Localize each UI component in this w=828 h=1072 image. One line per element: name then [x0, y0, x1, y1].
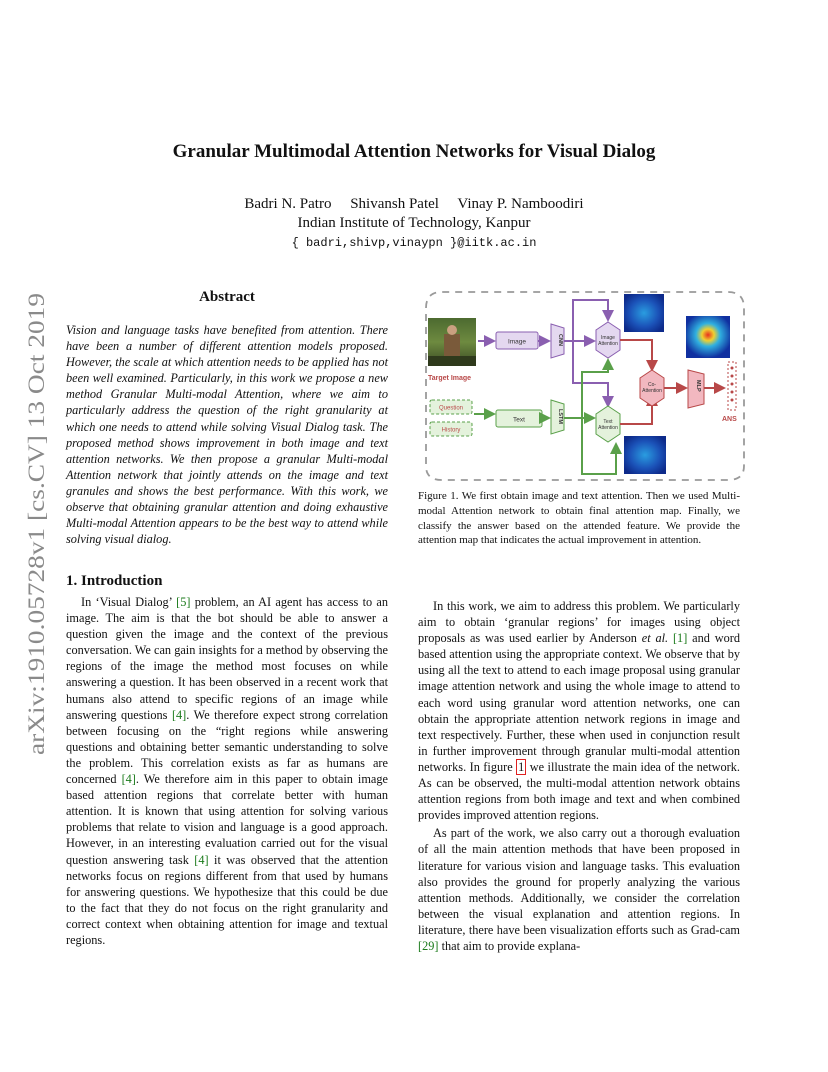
co-attention-heatmap [686, 316, 730, 358]
text-attention-heatmap [624, 436, 666, 474]
abstract-heading: Abstract [199, 289, 255, 305]
text-run: In ‘Visual Dialog’ [81, 595, 177, 609]
citation-link[interactable]: [4] [121, 772, 136, 787]
intro-paragraph-1 [66, 594, 388, 948]
text-run: that aim to provide explana- [438, 938, 581, 953]
citation-link[interactable]: [5] [176, 595, 191, 609]
citation-link[interactable]: [4] [194, 852, 209, 867]
section-heading-introduction: 1. Introduction [66, 573, 163, 589]
question-label: Question [438, 405, 464, 412]
intro-left-column [66, 594, 388, 948]
intro-right-column [418, 598, 740, 954]
co-attention-label-1: Co- [647, 382, 657, 388]
figure-caption: Figure 1. We first obtain image and text attention. Then we used Multi-modal Attention network to obtain final attention map. Finally, we classify the answer based on the attended feature. We provide the attention map that indicates the actual improvement in attention. [418, 490, 740, 547]
et-al: et al. [641, 631, 669, 646]
arxiv-stamp-svg [8, 290, 58, 760]
mlp-label: MLP [695, 380, 701, 392]
abstract-text: Vision and language tasks have benefited from attention. There have been a number of different attention models proposed. However, the scale at which attention needs to be applied has not been well examined. Particularly, in this work we propose a new method Granular Multi-modal Attention, where we aim to particularly address the question of the right granularity at which one needs to attend while solving Visual Dialog task. The proposed method shows improvement in both image and text attention networks. We then propose a granular Multi-modal Attention network that jointly attends on the image and text granules and shows the best performance. With this work, we observe that obtaining granular attention and doing exhaustive Multi-modal Attention appears to be the best way to attend while solving visual dialog. [66, 323, 388, 547]
image-attention-label-1: Image [601, 335, 615, 341]
lstm-label: LSTM [557, 409, 563, 424]
history-label: History [441, 427, 461, 434]
text-run: and word based attention using the appropriate context. We observe that by using all the text to attend to each image proposal using granular image attention network and using the whole image to attend to each word using granular word attention networks, one can obtain the appropriate attention network regions in image and text respectively. Further, these when used in conjunction result in further improvement through granular multi-modal attention networks. In figure [418, 631, 741, 774]
intro-paragraph-3 [418, 825, 740, 954]
paper-title: Granular Multimodal Attention Networks for Visual Dialog [172, 141, 656, 162]
cnn-label: CNN [557, 334, 563, 346]
text-attention-label-1: Text [603, 419, 613, 425]
authors: Badri N. Patro Shivansh Patel Vinay P. Namboodiri [244, 196, 584, 212]
target-image-label: Target Image [428, 375, 472, 382]
citation-link[interactable]: [1] [672, 631, 688, 646]
text-run: As part of the work, we also carry out a thorough evaluation of all the main attention methods that have been proposed in literature for various vision and language tasks. This evaluation also provides the ground for properly analyzing the various attention methods. Additionally, we consider the correlation between the visual explanation and attention regions. In literature, there have been visualization efforts such as Grad-cam [418, 826, 740, 937]
image-attention-label-2: Attention [598, 341, 618, 347]
text-attention-label-2: Attention [598, 425, 618, 431]
text-run: we illustrate the main idea of the network. As can be observed, the multi-modal attention network obtains attention regions from both image and text and when combined provides improved attention regions. [418, 759, 741, 823]
affiliation: Indian Institute of Technology, Kanpur [297, 215, 531, 231]
text-run: . We therefore aim in this paper to obtain image based attention regions that correlate better with human attention. It is known that using attention for solving various problems that relate to vision and language is a good approach. However, in an interesting evaluation carried out for the visual question answering task [66, 772, 388, 867]
figure-1-diagram [418, 288, 752, 484]
text-run: it was observed that the attention networks focus on regions different from that used by humans for answering questions. We hypothesize that this could be due to the fact that they do not focus on the right granularity and correct context when obtaining attention for image and textual regions. [66, 852, 388, 947]
text-run: In this work, we aim to address this problem. We particularly aim to obtain ‘granular regions’ for images using object proposals as was used earlier by Anderson [418, 599, 740, 646]
text-run: problem, an AI agent has access to an image. The aim is that the bot should be able to answer a question given the image and the context of the previous conversation. We can gain insights for a method by observing the regions of the image the method most focuses on while answering a question. It has been observed in a recent work that humans also attend to specific regions of an image while answering questions [66, 595, 388, 722]
email[interactable]: { badri,shivp,vinaypn }@iitk.ac.in [291, 236, 537, 250]
citation-link[interactable]: [4] [171, 707, 187, 722]
arxiv-stamp [8, 290, 58, 760]
text-run: . We therefore expect strong correlation between focusing on the “right regions while answering questions and obtaining better semantic understanding to solve the problem. This correlation exists as far as humans are concerned [66, 707, 388, 787]
co-attention-label-2: Attention [642, 388, 662, 394]
figure-link[interactable]: 1 [518, 759, 525, 774]
image-attention-heatmap [624, 294, 664, 332]
image-box-label: Image [507, 338, 527, 346]
intro-paragraph-2 [418, 598, 740, 823]
figure-1 [418, 288, 752, 484]
answer-label: ANS [722, 416, 737, 423]
citation-link[interactable]: [29] [418, 938, 439, 953]
text-box-label: Text [513, 416, 525, 424]
arxiv-stamp-text: arXiv:1910.05728v1 [cs.CV] 13 Oct 2019 [24, 358, 50, 755]
